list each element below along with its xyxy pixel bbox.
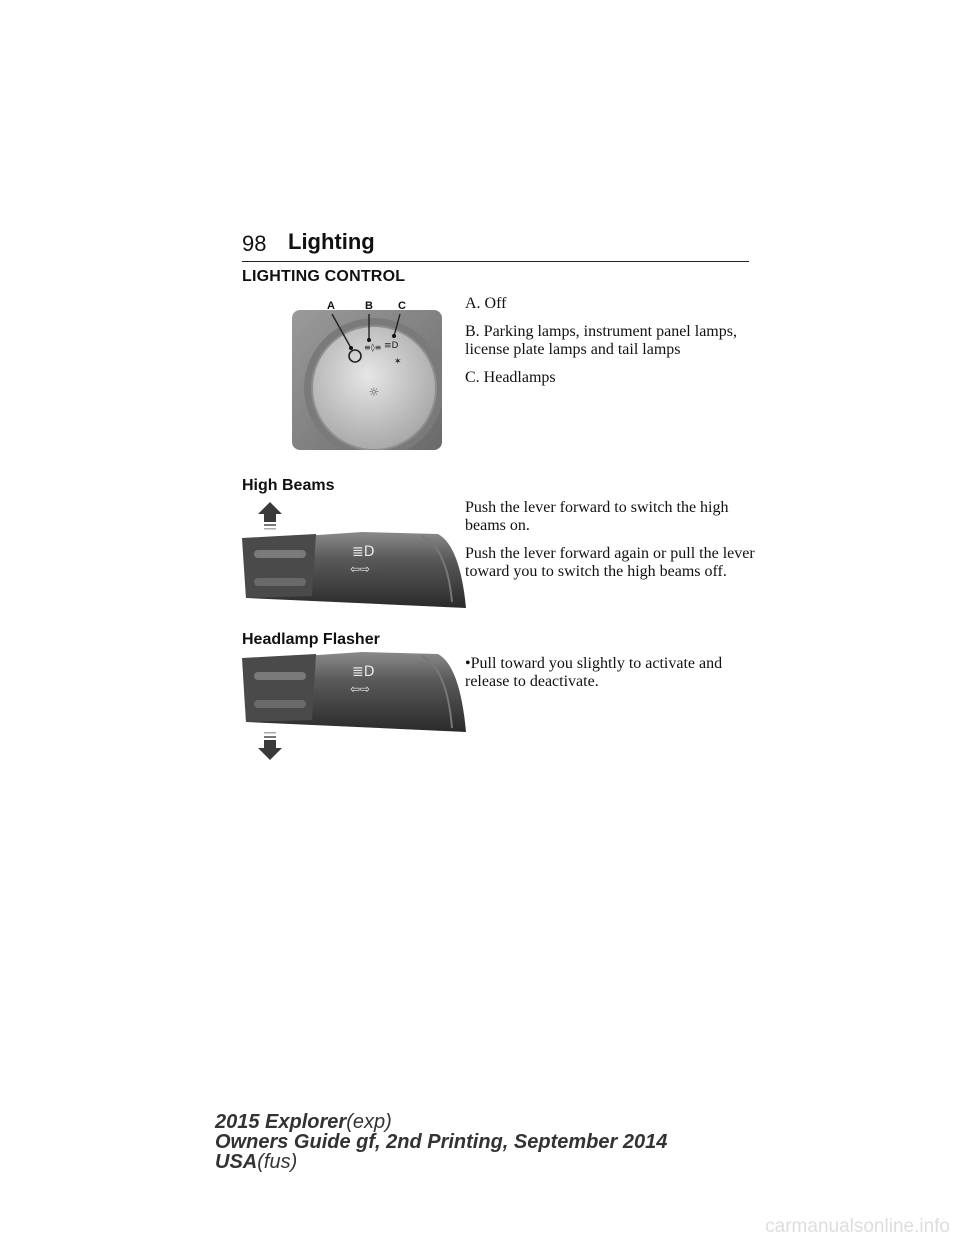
- dial-label-a: A: [327, 300, 335, 312]
- lever-icon: [242, 498, 468, 608]
- section-heading-headlamp-flasher: Headlamp Flasher: [242, 631, 380, 648]
- high-beams-text: [465, 499, 755, 591]
- bullet-item: •Pull toward you slightly to activate and release to deactivate.: [465, 655, 723, 690]
- list-item: C. Headlamps: [465, 369, 556, 386]
- high-beam-icon: ≣D: [352, 544, 375, 560]
- footer-market-code: (fus): [257, 1151, 298, 1173]
- page-header: [242, 229, 749, 262]
- paragraph: Push the lever forward to switch the high beams on.: [465, 499, 729, 534]
- headlamp-dial-icon: [292, 298, 442, 450]
- paragraph: Push the lever forward again or pull the lever toward you to switch the high beams off.: [465, 545, 755, 580]
- arrow-down-icon: [258, 732, 282, 760]
- chapter-title: Lighting: [288, 229, 375, 254]
- arrow-up-icon: [258, 502, 282, 530]
- section-heading-high-beams: High Beams: [242, 477, 335, 494]
- section-heading-lighting-control: LIGHTING CONTROL: [242, 268, 406, 285]
- page-number: 98: [242, 231, 267, 256]
- svg-text:✶: ✶: [394, 357, 402, 367]
- lighting-control-list: [465, 295, 755, 397]
- list-item: B. Parking lamps, instrument panel lamps, license plate lamps and tail lamps: [465, 323, 737, 358]
- dial-label-c: C: [398, 300, 406, 312]
- lever-icon: [242, 648, 468, 762]
- watermark: carmanualsonline.info: [765, 1216, 950, 1237]
- turn-arrows-icon: ⇦⇨: [350, 682, 371, 696]
- high-beam-icon: ≣D: [352, 664, 375, 680]
- footer-model: 2015 Explorer: [215, 1111, 347, 1133]
- dial-label-b: B: [365, 300, 373, 312]
- document-footer: [215, 1112, 667, 1172]
- footer-market: USA: [215, 1151, 258, 1173]
- svg-text:☼: ☼: [368, 385, 380, 399]
- footer-printing: Owners Guide gf, 2nd Printing, September 2014: [215, 1131, 668, 1153]
- list-item: A. Off: [465, 295, 507, 312]
- turn-arrows-icon: ⇦⇨: [350, 562, 371, 576]
- footer-model-code: (exp): [346, 1111, 392, 1133]
- svg-text:≡D: ≡D: [384, 341, 399, 351]
- svg-text:≡◊≡: ≡◊≡: [364, 343, 382, 352]
- headlamp-flasher-text: [465, 655, 755, 701]
